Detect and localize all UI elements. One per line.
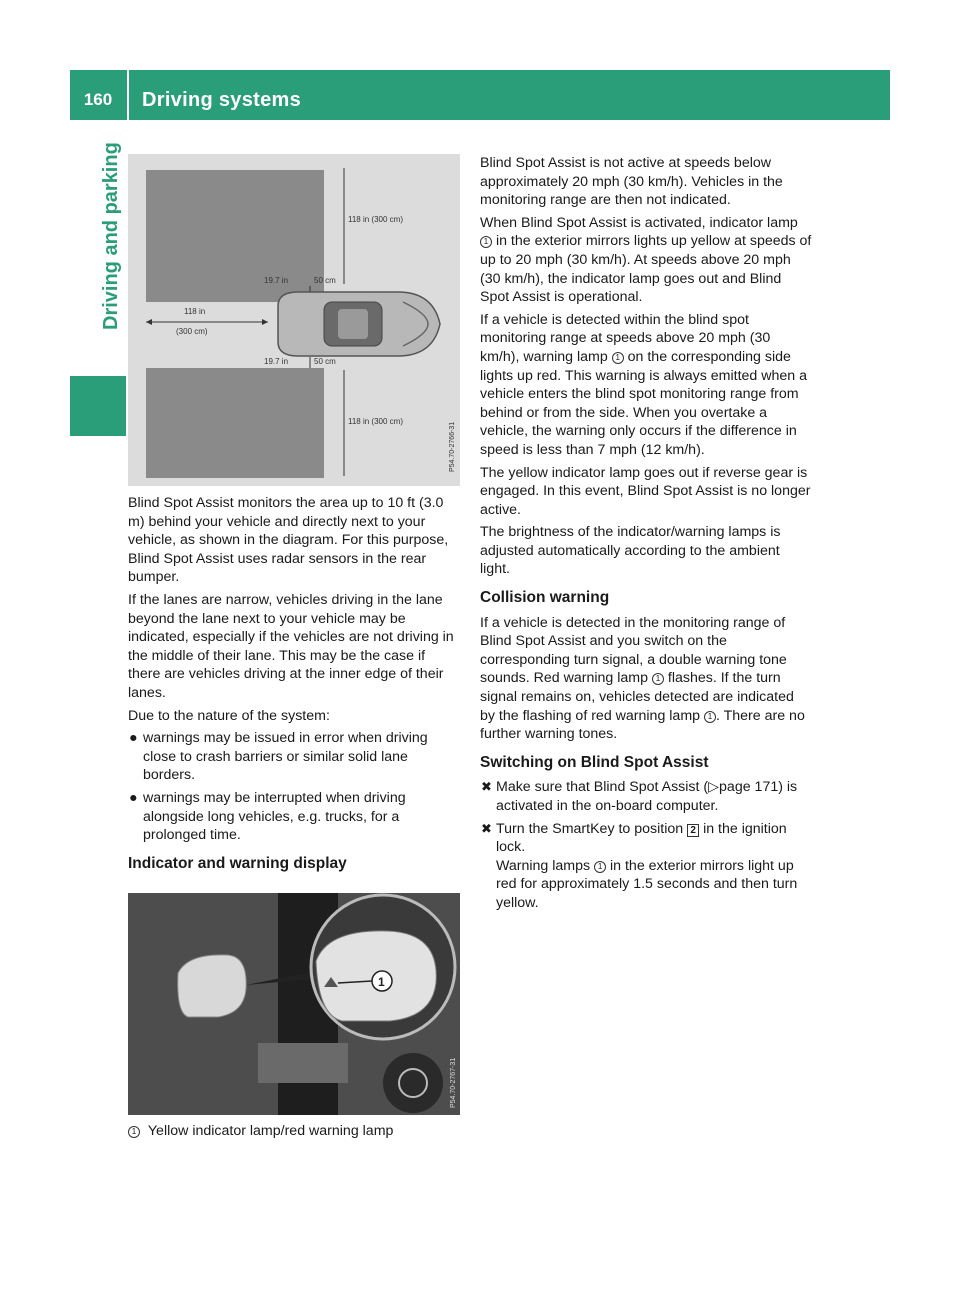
paragraph: If a vehicle is detected within the blind spot monitoring range at speeds above 20 mph (30 km/h), warning lamp 1 on the corresponding side lights up red. This warning is always emitted when a vehicle enters the blind spot monitoring range from behind or from the side. When you overtake a vehicle, the warning only occurs if the difference in speed is less than 7 mph (12 km/h). bbox=[480, 311, 807, 458]
side-tab-label: Driving and parking bbox=[100, 142, 122, 330]
list-item: ● warnings may be interrupted when driving alongside long vehicles, e.g. trucks, for a prolonged time. bbox=[129, 789, 406, 844]
instruction-step: ✖ Make sure that Blind Spot Assist (▷page 171) is activated in the on-board computer. bbox=[481, 779, 798, 814]
label-gap-top-cm: 50 cm bbox=[314, 276, 336, 285]
mirror-indicator-photo bbox=[128, 893, 460, 1115]
heading-indicator: Indicator and warning display bbox=[128, 854, 347, 872]
section-title: Driving systems bbox=[142, 89, 302, 111]
left-column bbox=[128, 494, 460, 879]
label-gap-bottom-cm: 50 cm bbox=[314, 357, 336, 366]
label-side-cm: (300 cm) bbox=[176, 327, 208, 336]
blind-spot-diagram bbox=[128, 154, 460, 486]
paragraph: When Blind Spot Assist is activated, indicator lamp 1 in the exterior mirrors lights up yellow at speeds of up to 20 mph (30 km/h). At speeds above 20 mph (30 km/h), the indicator lamp goes out and Blind Spot Assist is operational. bbox=[480, 214, 812, 306]
heading-switching: Switching on Blind Spot Assist bbox=[480, 753, 709, 771]
figure2-code: P54.70-2767-31 bbox=[450, 1057, 457, 1108]
figure-caption: 1 Yellow indicator lamp/red warning lamp bbox=[128, 1122, 393, 1140]
paragraph: The brightness of the indicator/warning lamps is adjusted automatically according to the ambient light. bbox=[480, 524, 781, 578]
label-top: 118 in (300 cm) bbox=[348, 215, 403, 224]
label-bottom: 118 in (300 cm) bbox=[348, 417, 403, 426]
paragraph: The yellow indicator lamp goes out if reverse gear is engaged. In this event, Blind Spot Assist is no longer active. bbox=[480, 464, 811, 518]
paragraph: Blind Spot Assist is not active at speeds below approximately 20 mph (30 km/h). Vehicles in the monitoring range are then not indicated. bbox=[480, 155, 783, 209]
paragraph: If the lanes are narrow, vehicles driving in the lane beyond the lane next to your vehicle may be indicated, especially if the vehicles are not driving in the middle of their lane. This may be the case if there are vehicles driving at the inner edge of their lanes. bbox=[128, 591, 454, 701]
callout-number: 1 bbox=[378, 975, 385, 989]
page-number: 160 bbox=[83, 90, 113, 109]
label-gap-bottom: 19.7 in bbox=[264, 357, 289, 366]
car-top-view-icon bbox=[278, 292, 440, 356]
heading-collision: Collision warning bbox=[480, 589, 610, 607]
paragraph: Due to the nature of the system: bbox=[128, 707, 330, 724]
label-gap-top: 19.7 in bbox=[264, 276, 289, 285]
arrow-ref-icon: ▷ bbox=[708, 779, 720, 796]
list-item: ● warnings may be issued in error when driving close to crash barriers or similar solid lane borders. bbox=[129, 730, 428, 784]
side-tab-marker bbox=[70, 376, 126, 436]
figure-code: P54.70-2766-31 bbox=[449, 421, 456, 472]
label-side-in: 118 in bbox=[184, 307, 206, 316]
instruction-step: ✖ Turn the SmartKey to position 2 in the ignition lock. Warning lamps 1 in the exterior mirrors light up red for approximately 1.5 seconds and then turn yellow. bbox=[481, 820, 798, 911]
header-separator bbox=[127, 70, 129, 120]
paragraph: Blind Spot Assist monitors the area up to 10 ft (3.0 m) behind your vehicle and directly next to your vehicle, as shown in the diagram. For this purpose, Blind Spot Assist uses radar sensors in the rear bumper. bbox=[128, 495, 449, 586]
paragraph: If a vehicle is detected in the monitoring range of Blind Spot Assist and you switch on the corresponding turn signal, a double warning tone sounds. Red warning lamp 1 flashes. If the turn signal remains on, vehicles detected are indicated by the flashing of red warning lamp 1 . There are no further warning tones. bbox=[480, 614, 805, 743]
right-column bbox=[480, 154, 812, 917]
